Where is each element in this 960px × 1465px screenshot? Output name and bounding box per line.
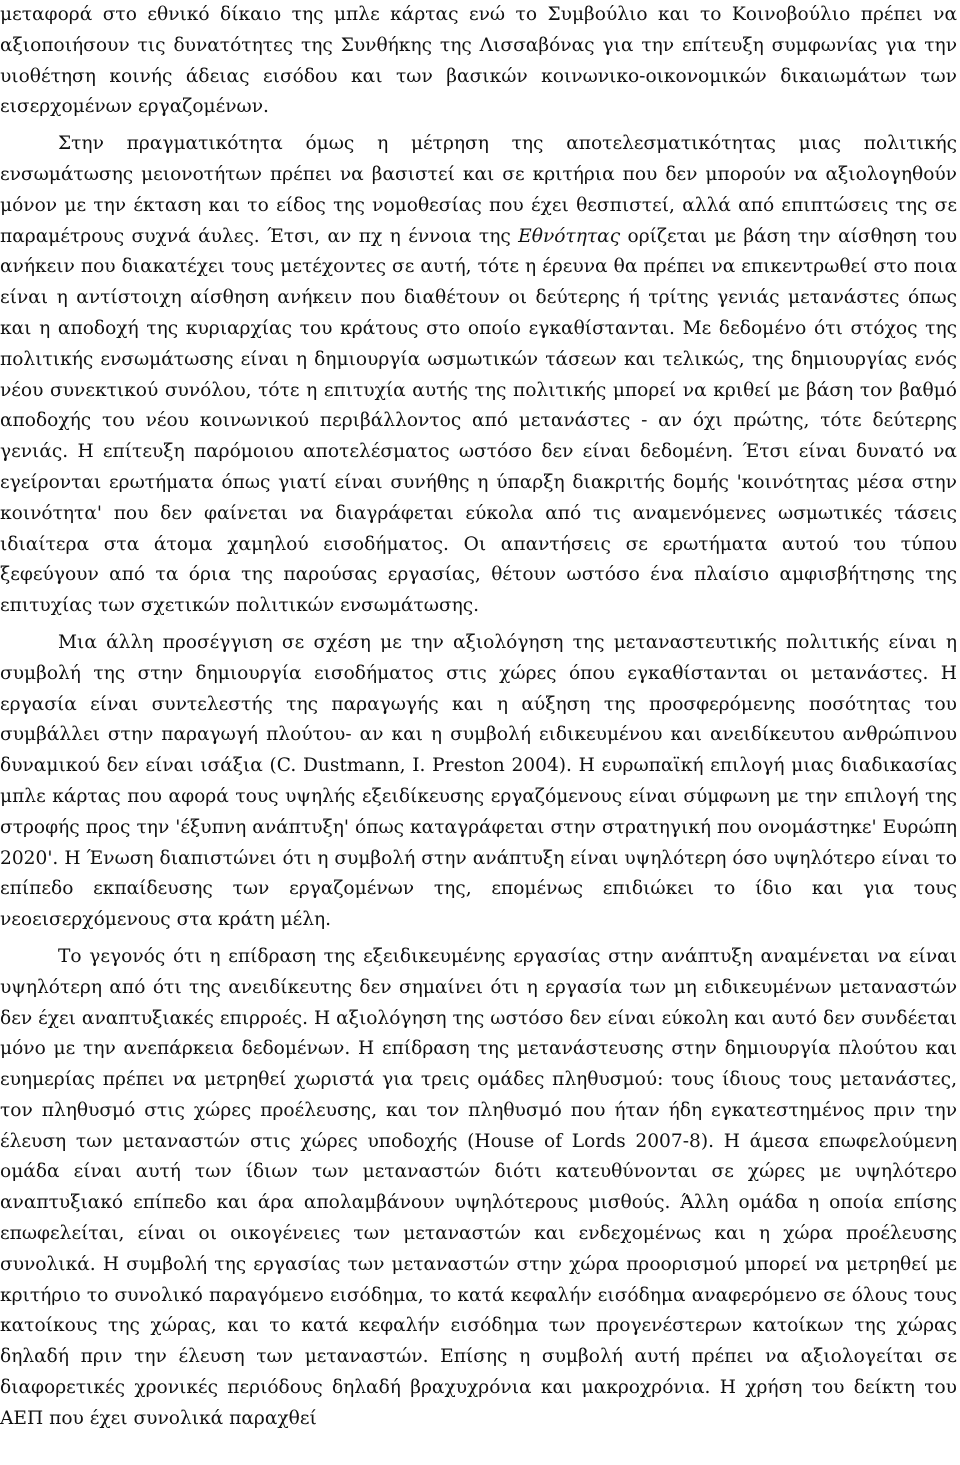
paragraph-text: μεταφορά στο εθνικό δίκαιο της μπλε κάρτας ενώ το Συμβούλιο και το Κοινοβούλιο πρέπει να αξιοποιήσουν τις δυνατότητες της Συνθήκης της Λισσαβόνας για την επίτευξη συμφωνίας για την υιοθέτηση κοινής άδειας εισόδου και των βασικών κοινωνικο-οικονομικών δικαιωμάτων των εισερχομένων εργαζομένων.	[0, 4, 957, 118]
paragraph-text: Μια άλλη προσέγγιση σε σχέση με την αξιολόγηση της μεταναστευτικής πολιτικής είναι η συμβολή της στην δημιουργία εισοδήματος στις χώρες όπου εγκαθίστανται οι μετανάστες. Η εργασία είναι συντελεστής της παραγωγής και η αύξηση της προσφερόμενης ποσότητας του συμβάλλει στην παραγωγή πλούτου- αν και η συμβολή ειδικευμένου και ανειδίκευτου ανθρώπινου δυναμικού δεν είναι ισάξια (C. Dustmann, I. Preston 2004). Η ευρωπαϊκή επιλογή μιας διαδικασίας μπλε κάρτας που αφορά τους υψηλής εξειδίκευσης εργαζόμενους είναι σύμφωνη με την επιλογή της στροφής προς την 'έξυπνη ανάπτυξη' όπως καταγράφεται στην στρατηγική που ονομάστηκε' Ευρώπη 2020'. Η Ένωση διαπιστώνει ότι η συμβολή στην ανάπτυξη είναι υψηλότερη όσο υψηλότερο είναι το επίπεδο εκπαίδευσης των εργαζομένων της, επομένως επιδιώκει το ίδιο και για τους νεοεισερχόμενους στα κράτη μέλη.	[0, 631, 957, 931]
paragraph-text: Το γεγονός ότι η επίδραση της εξειδικευμένης εργασίας στην ανάπτυξη αναμένεται να είναι υψηλότερη από ότι της ανειδίκευτης δεν σημαίνει ότι η εργασία των μη ειδικευμένων μεταναστών δεν έχει αναπτυξιακές επιρροές. Η αξιολόγηση της ωστόσο δεν είναι εύκολη και αυτό δεν συνδέεται μόνο με την ανεπάρκεια δεδομένων. Η επίδραση της μετανάστευσης στην δημιουργία πλούτου και ευημερίας πρέπει να μετρηθεί χωριστά για τρεις ομάδες πληθυσμού: τους ίδιους τους μετανάστες, τον πληθυσμό στις χώρες προέλευσης, και τον πληθυσμό που ήταν ήδη εγκατεστημένος πριν την έλευση των μεταναστών στις χώρες υποδοχής (House of Lords 2007-8). Η άμεσα επωφελούμενη ομάδα είναι αυτή των ίδιων των μεταναστών διότι κατευθύνονται σε χώρες με υψηλότερο αναπτυξιακό επίπεδο και άρα απολαμβάνουν υψηλότερους μισθούς. Άλλη ομάδα η οποία επίσης επωφελείται, είναι οι οικογένειες των μεταναστών και ενδεχομένως και η χώρα προέλευσης συνολικά. Η συμβολή της εργασίας των μεταναστών στην χώρα προορισμού μπορεί να μετρηθεί με κριτήριο το συνολικό παραγόμενο εισόδημα, το κατά κεφαλήν εισόδημα αναφερόμενο σε όλους τους κατοίκους της χώρας, και το κατά κεφαλήν εισόδημα των προγενέστερων κατοίκων της χώρας δηλαδή πριν την έλευση των μεταναστών. Επίσης η συμβολή αυτή πρέπει να αξιολογείται σε διαφορετικές χρονικές περιόδους δηλαδή βραχυχρόνια και μακροχρόνια. Η χρήση του δείκτη του ΑΕΠ που έχει συνολικά παραχθεί	[0, 945, 957, 1429]
paragraph-text: Στην πραγματικότητα όμως η μέτρηση της αποτελεσματικότητας μιας πολιτικής ενσωμάτωσης μειονοτήτων πρέπει να βασιστεί και σε κριτήρια που δεν μπορούν να αξιολογηθούν μόνον με την έκταση και το είδος της νομοθεσίας που έχει θεσπιστεί, αλλά από επιπτώσεις της σε παραμέτρους συχνά άυλες. Έτσι, αν πχ η έννοια της	[0, 133, 957, 247]
paragraph-text: ορίζεται με βάση την αίσθηση του ανήκειν που διακατέχει τους μετέχοντες σε αυτή, τότε η έρευνα θα πρέπει να επικεντρωθεί στο ποια είναι η αντίστοιχη αίσθηση ανήκειν που διαθέτουν οι δεύτερης ή τρίτης γενιάς μετανάστες όπως και η αποδοχή της κυριαρχίας του κράτους στο οποίο εγκαθίστανται. Με δεδομένο ότι στόχος της πολιτικής ενσωμάτωσης είναι η δημιουργία ωσμωτικών τάσεων και τελικώς, της δημιουργίας ενός νέου συνεκτικού συνόλου, τότε η επιτυχία αυτής της πολιτικής μπορεί να κριθεί με βάση τον βαθμό αποδοχής του νέου κοινωνικού περιβάλλοντος από μετανάστες - αν όχι πρώτης, τότε δεύτερης γενιάς. Η επίτευξη παρόμοιου αποτελέσματος ωστόσο δεν είναι δεδομένη. Έτσι είναι δυνατό να εγείρονται ερωτήματα όπως γιατί είναι συνήθης η ύπαρξη διακριτής δομής 'κοινότητας μέσα στην κοινότητα' που δεν φαίνεται να διαγράφεται εύκολα από τις αναμενόμενες ωσμωτικές τάσεις ιδιαίτερα στα άτομα χαμηλού εισοδήματος. Οι απαντήσεις σε ερωτήματα αυτού του τύπου ξεφεύγουν από τα όρια της παρούσας εργασίας, θέτουν ωστόσο ένα πλαίσιο αμφισβήτησης της επιτυχίας των σχετικών πολιτικών ενσωμάτωσης.	[0, 225, 958, 617]
italic-term: Εθνότητας	[518, 225, 621, 247]
paragraph-3	[0, 628, 957, 936]
paragraph-4	[0, 942, 957, 1435]
paragraph-2	[0, 129, 957, 622]
paragraph-1	[0, 0, 957, 123]
